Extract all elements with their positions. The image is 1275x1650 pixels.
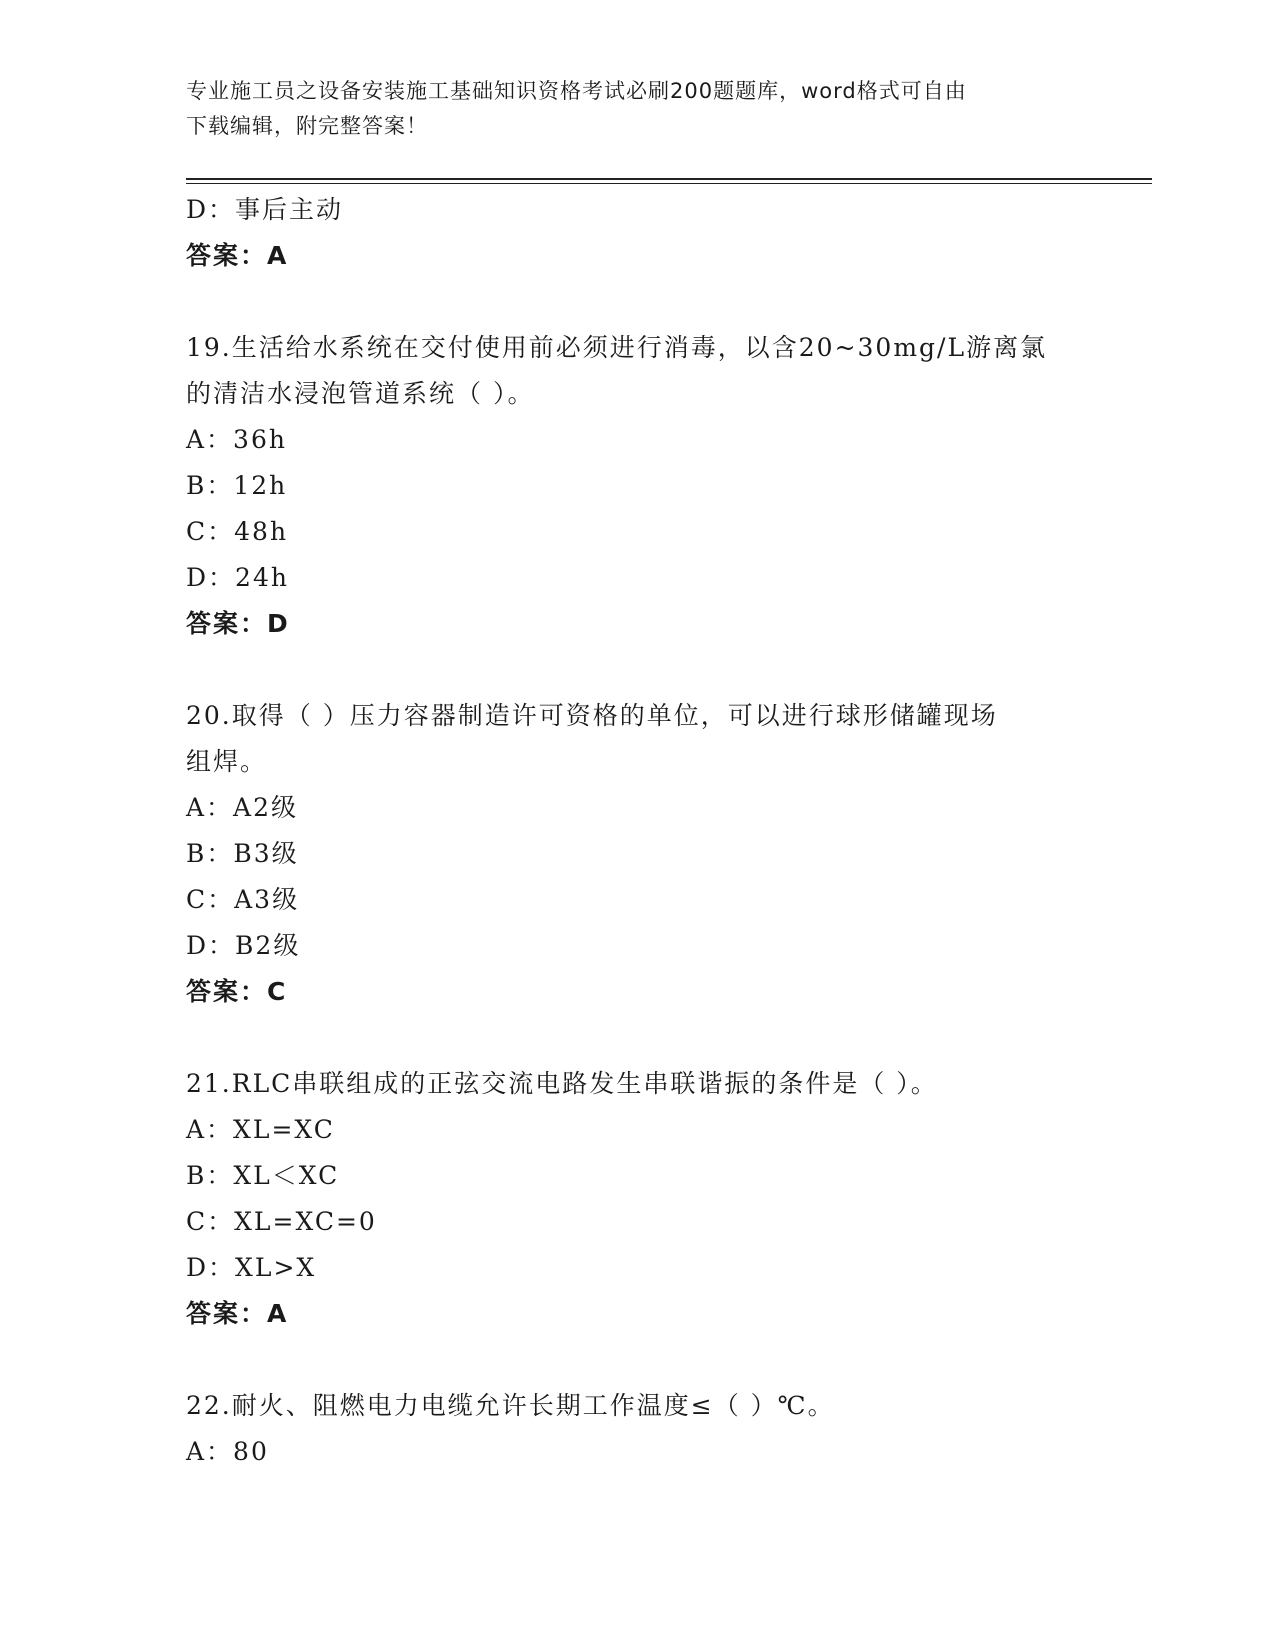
option-b: B：XL＜XC xyxy=(186,1161,340,1190)
question-stem: 19.生活给水系统在交付使用前必须进行消毒，以含20~30mg/L游离氯 xyxy=(186,333,1048,362)
option-c: C：XL=XC=0 xyxy=(186,1207,377,1236)
spacer xyxy=(186,1337,1086,1383)
question-21 xyxy=(186,1061,1086,1337)
answer: 答案：A xyxy=(186,1299,289,1328)
question-stem: 22.耐火、阻燃电力电缆允许长期工作温度≤（ ）℃。 xyxy=(186,1391,835,1420)
header-line-1: 专业施工员之设备安装施工基础知识资格考试必刷200题题库，word格式可自由 xyxy=(186,79,967,103)
spacer xyxy=(186,1015,1086,1061)
spacer xyxy=(186,279,1086,325)
header-divider-thin xyxy=(186,183,1152,184)
document-header xyxy=(186,74,1086,144)
option-a: A：36h xyxy=(186,425,287,454)
question-19 xyxy=(186,325,1086,647)
answer: 答案：C xyxy=(186,977,288,1006)
prev-answer: 答案：A xyxy=(186,241,289,270)
option-b: B：12h xyxy=(186,471,288,500)
option-d: D：XL>X xyxy=(186,1253,317,1282)
option-d: D：24h xyxy=(186,563,289,592)
option-a: A：80 xyxy=(186,1437,269,1466)
document-body xyxy=(186,187,1086,1475)
option-a: A：A2级 xyxy=(186,793,299,822)
answer: 答案：D xyxy=(186,609,290,638)
prev-option-d: D：事后主动 xyxy=(186,195,344,224)
option-d: D：B2级 xyxy=(186,931,301,960)
question-stem: 21.RLC串联组成的正弦交流电路发生串联谐振的条件是（ ）。 xyxy=(186,1069,938,1098)
option-c: C：A3级 xyxy=(186,885,300,914)
question-stem-continued: 组焊。 xyxy=(186,747,268,776)
question-22 xyxy=(186,1383,1086,1475)
option-c: C：48h xyxy=(186,517,289,546)
spacer xyxy=(186,647,1086,693)
option-a: A：XL=XC xyxy=(186,1115,335,1144)
question-stem: 20.取得（ ）压力容器制造许可资格的单位，可以进行球形储罐现场 xyxy=(186,701,998,730)
question-stem-continued: 的清洁水浸泡管道系统（ ）。 xyxy=(186,379,535,408)
question-20 xyxy=(186,693,1086,1015)
header-line-2: 下载编辑，附完整答案！ xyxy=(186,114,428,138)
option-b: B：B3级 xyxy=(186,839,299,868)
header-divider-thick xyxy=(186,178,1152,180)
